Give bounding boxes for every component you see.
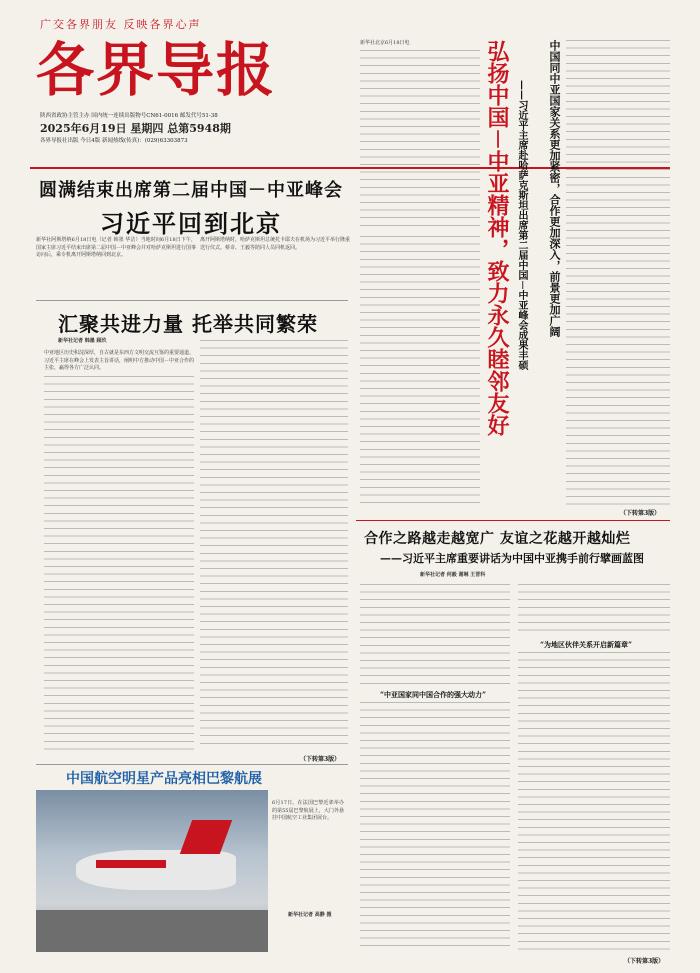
lead-body-col2: 离开阿斯塔纳时，哈萨克斯坦总统托卡耶夫在机场为习近平举行隆重送行仪式。蔡奇、王毅等陪同人员同机返回。 — [200, 237, 351, 251]
center-sub-title-line2: ——习近平主席赴哈萨克斯坦出席第二届中国－中亚峰会成果丰硕 — [516, 80, 527, 370]
center-main-title: 弘扬中国－中亚精神，致力永久睦邻友好 — [484, 40, 510, 437]
tarmac — [36, 910, 268, 952]
divider — [36, 764, 348, 765]
masthead-title: 各界导报 — [36, 36, 277, 104]
center-text-column-2 — [360, 236, 480, 506]
bottom-headline: 合作之路越走越宽广 友谊之花越开越灿烂 — [364, 531, 631, 547]
center-text-column — [360, 50, 480, 230]
lead-story-headline — [36, 176, 346, 239]
aircraft-tail — [180, 820, 232, 854]
photo-caption: 6月17日，在法国巴黎近郊举办的第55届巴黎航展上，大门外悬挂中国航空工业集团展台。 — [272, 800, 344, 822]
bottom-text-column-4 — [518, 652, 670, 952]
issue-date: 2025年6月19日 星期四 总第5948期 — [40, 122, 231, 135]
publisher-line: 陕西省政协主管主办 国内统一连续出版物号CN61-0016 邮发代号51-38 — [40, 113, 218, 119]
center-text-column-3 — [566, 40, 670, 506]
bottom-section-1: “中亚国家同中国合作的强大动力” — [380, 690, 487, 699]
aircraft-fuselage — [76, 850, 236, 890]
bottom-text-column — [360, 584, 510, 684]
bottom-text-column-2 — [360, 702, 510, 952]
sidebar-headline: 汇聚共进力量 托举共同繁荣 — [58, 312, 318, 336]
continued-note: （下转第3版） — [300, 756, 341, 763]
lead-kicker: 圆满结束出席第二届中国－中亚峰会 — [39, 180, 343, 201]
center-continued: （下转第3版） — [620, 510, 661, 517]
bottom-continued: （下转第3版） — [624, 958, 665, 965]
bottom-byline: 新华社记者 何毅 谢琳 王晋科 — [420, 572, 486, 578]
center-sub-title — [530, 40, 562, 520]
center-sub-title-line1: 中国同中亚国家关系更加紧密，合作更加深入，前景更加广阔 — [548, 40, 561, 337]
bottom-subhead: ——习近平主席重要讲话为中国中亚携手前行擘画蓝图 — [380, 552, 644, 565]
photo-credit: 新华社记者 高静 摄 — [288, 912, 332, 918]
airshow-photo — [36, 790, 268, 952]
divider — [356, 520, 670, 521]
masthead-meta — [40, 112, 280, 146]
bottom-section-2: “为地区伙伴关系开启新篇章” — [540, 640, 633, 649]
sidebar-text-column — [44, 376, 194, 750]
photo-headline: 中国航空明星产品亮相巴黎航展 — [66, 771, 262, 787]
center-byline: 新华社北京6月18日电 — [360, 40, 410, 46]
web-line: 各界导报社出版 今日4版 新闻热线(传真)：(029)63303873 — [40, 138, 188, 144]
sidebar-text-column-2 — [200, 340, 348, 750]
sidebar-body: 中亚地区历史积淀深厚，自古就是东西方文明交流互鉴的重要通道。习近平主席在峰会上发表主旨讲话，阐明中方推动中国－中亚合作的主张，赢得各方广泛认同。 — [44, 350, 195, 372]
sidebar-byline: 新华社记者 韩墨 顾玖 — [58, 338, 107, 344]
lead-title: 习近平回到北京 — [100, 209, 282, 238]
masthead-slogan: 广交各界朋友 反映各界心声 — [40, 18, 202, 31]
divider — [36, 300, 348, 301]
aircraft-stripe — [96, 860, 166, 868]
lead-body: 新华社阿斯塔纳6月18日电（记者 韩墨 华洁）当地时间6月18日下午，国家主席习近平结束出席第二届中国－中亚峰会并对哈萨克斯坦进行国事访问后，乘专机离开阿斯塔纳回到北京。 — [36, 237, 197, 259]
bottom-text-column-3 — [518, 584, 670, 634]
